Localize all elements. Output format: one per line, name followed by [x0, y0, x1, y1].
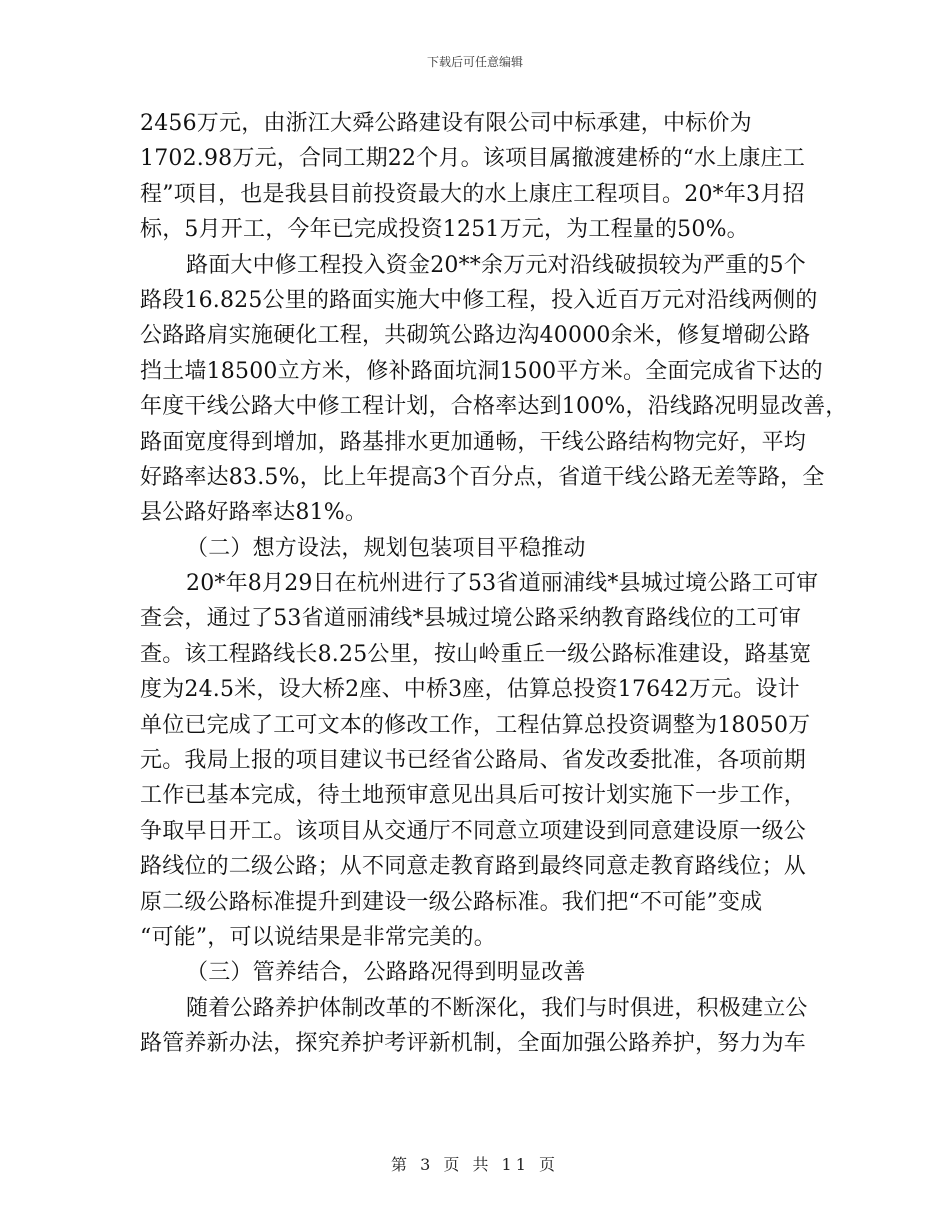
- body-line: 路线位的二级公路；从不同意走教育路到最终同意走教育路线位；从: [140, 854, 807, 880]
- section-heading: （二）想方设法，规划包装项目平稳推动: [186, 535, 586, 561]
- body-line: “可能”，可以说结果是非常完美的。: [140, 924, 496, 950]
- body-line: 查。该工程路线长8.25公里，按山岭重丘一级公路标准建设，路基宽: [140, 641, 812, 667]
- body-line: 工作已基本完成，待土地预审意见出具后可按计划实施下一步工作，: [140, 783, 807, 809]
- body-line: 挡土墙18500立方米，修补路面坑洞1500平方米。全面完成省下达的: [140, 358, 823, 384]
- paragraph-start-line: 随着公路养护体制改革的不断深化，我们与时俱进，积极建立公: [186, 995, 808, 1021]
- body-line: 争取早日开工。该项目从交通厅不同意立项建设到同意建设原一级公: [140, 818, 807, 844]
- body-line: 查会，通过了53省道丽浦线*县城过境公路采纳教育路线位的工可审: [140, 606, 802, 632]
- body-line: 县公路好路率达81%。: [140, 500, 368, 526]
- paragraph-start-line: 路面大中修工程投入资金20**余万元对沿线破损较为严重的5个: [186, 252, 806, 278]
- body-line: 路管养新办法，探究养护考评新机制，全面加强公路养护，努力为车: [140, 1031, 807, 1057]
- body-line: 路面宽度得到增加，路基排水更加通畅，干线公路结构物完好，平均: [140, 429, 807, 455]
- body-line: 公路路肩实施硬化工程，共砌筑公路边沟40000余米，修复增砌公路: [140, 323, 811, 349]
- document-body: [140, 106, 848, 1062]
- body-line: 度为24.5米，设大桥2座、中桥3座，估算总投资17642万元。设计: [140, 677, 800, 703]
- body-line: 元。我局上报的项目建议书已经省公路局、省发改委批准，各项前期: [140, 748, 807, 774]
- page-number: 第 3 页 共 11 页: [391, 1155, 559, 1174]
- body-line: 程”项目，也是我县目前投资最大的水上康庄工程项目。20*年3月招: [140, 181, 805, 207]
- body-line: 1702.98万元，合同工期22个月。该项目属撤渡建桥的“水上康庄工: [140, 146, 806, 172]
- body-line: 好路率达83.5%，比上年提高3个百分点，省道干线公路无差等路，全: [140, 464, 825, 490]
- body-line: 单位已完成了工可文本的修改工作，工程估算总投资调整为18050万: [140, 712, 811, 738]
- body-line: 年度干线公路大中修工程计划，合格率达到100%，沿线路况明显改善，: [140, 394, 848, 420]
- section-heading: （三）管养结合，公路路况得到明显改善: [186, 960, 586, 986]
- paragraph-start-line: 20*年8月29日在杭州进行了53省道丽浦线*县城过境公路工可审: [186, 571, 819, 597]
- body-line: 2456万元，由浙江大舜公路建设有限公司中标承建，中标价为: [140, 111, 752, 136]
- body-line: 原二级公路标准提升到建设一级公路标准。我们把“不可能”变成: [140, 889, 763, 915]
- body-line: 路段16.825公里的路面实施大中修工程，投入近百万元对沿线两侧的: [140, 287, 818, 313]
- header-note: 下载后可任意编辑: [426, 55, 523, 69]
- body-line: 标，5月开工，今年已完成投资1251万元，为工程量的50%。: [140, 217, 749, 243]
